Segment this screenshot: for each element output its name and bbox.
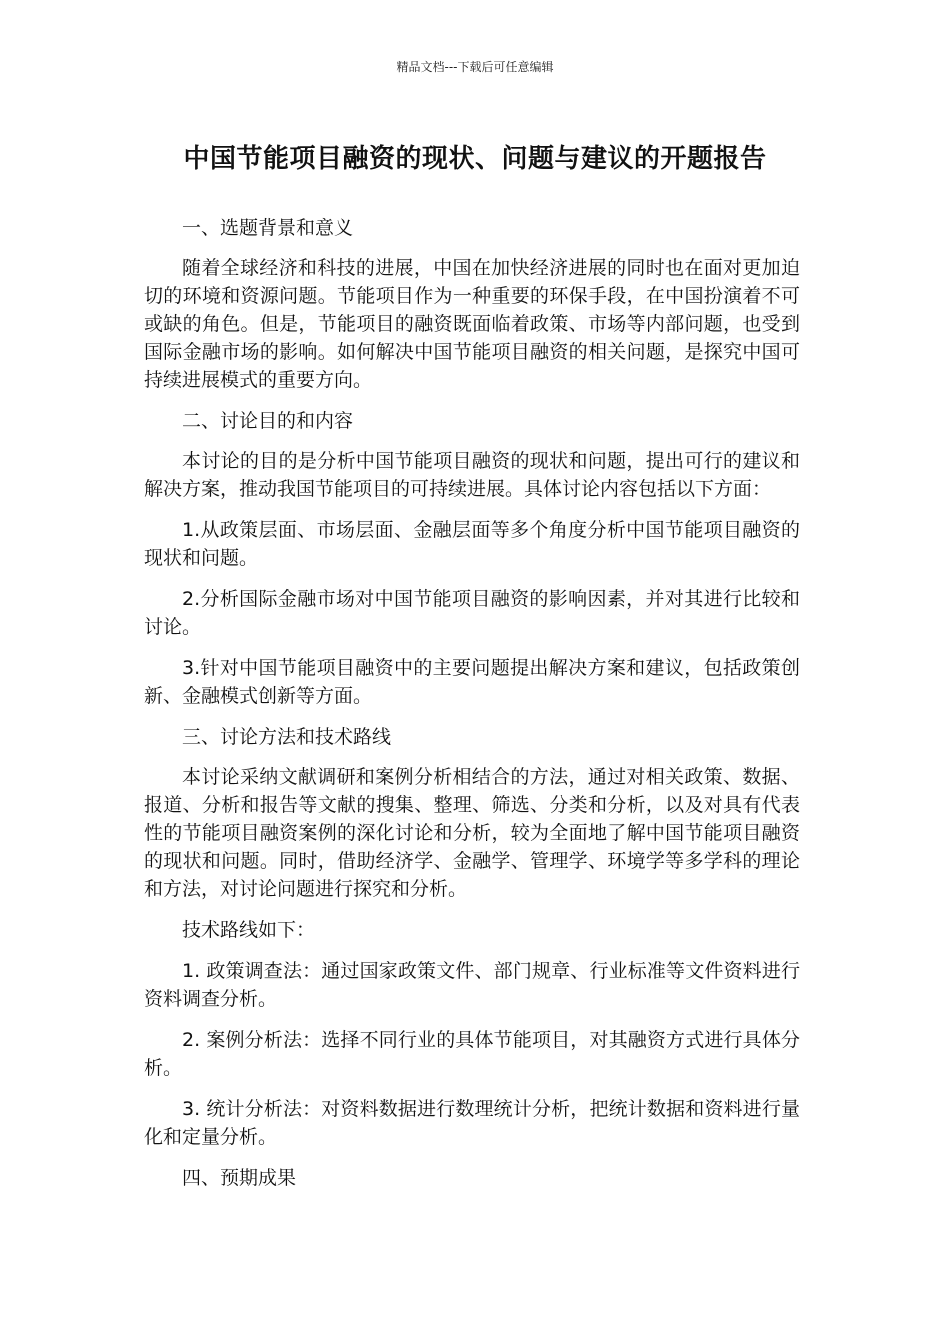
section-heading-purpose: 二、讨论目的和内容 [182,410,354,432]
paragraph-purpose: 本讨论的目的是分析中国节能项目融资的现状和问题，提出可行的建议和解决方案，推动我国节能项目的可持续进展。具体讨论内容包括以下方面： [144,450,800,500]
list-item-purpose-3: 3.针对中国节能项目融资中的主要问题提出解决方案和建议，包括政策创新、金融模式创新等方面。 [144,657,800,707]
paragraph-methods: 本讨论采纳文献调研和案例分析相结合的方法，通过对相关政策、数据、报道、分析和报告等文献的搜集、整理、筛选、分类和分析，以及对具有代表性的节能项目融资案例的深化讨论和分析，较为全面地了解中国节能项目融资的现状和问题。同时，借助经济学、金融学、管理学、环境学等多学科的理论和方法，对讨论问题进行探究和分析。 [144,766,800,900]
document-title: 中国节能项目融资的现状、问题与建议的开题报告 [183,144,767,174]
section-heading-background: 一、选题背景和意义 [182,217,354,239]
header-note: 精品文档---下载后可任意编辑 [396,60,554,74]
paragraph-background: 随着全球经济和科技的进展，中国在加快经济进展的同时也在面对更加迫切的环境和资源问题。节能项目作为一种重要的环保手段，在中国扮演着不可或缺的角色。但是，节能项目的融资既面临着政策、市场等内部问题，也受到国际金融市场的影响。如何解决中国节能项目融资的相关问题，是探究中国可持续进展模式的重要方向。 [144,257,800,391]
paragraph-technical-route: 技术路线如下： [182,919,316,941]
section-heading-methods: 三、讨论方法和技术路线 [182,726,392,748]
list-item-method-3: 3. 统计分析法：对资料数据进行数理统计分析，把统计数据和资料进行量化和定量分析。 [144,1098,800,1148]
document-body [144,214,800,1204]
section-heading-outcomes: 四、预期成果 [182,1167,297,1189]
list-item-purpose-2: 2.分析国际金融市场对中国节能项目融资的影响因素，并对其进行比较和讨论。 [144,588,800,638]
list-item-purpose-1: 1.从政策层面、市场层面、金融层面等多个角度分析中国节能项目融资的现状和问题。 [144,519,800,569]
list-item-method-2: 2. 案例分析法：选择不同行业的具体节能项目，对其融资方式进行具体分析。 [144,1029,800,1079]
list-item-method-1: 1. 政策调查法：通过国家政策文件、部门规章、行业标准等文件资料进行资料调查分析。 [144,960,800,1010]
